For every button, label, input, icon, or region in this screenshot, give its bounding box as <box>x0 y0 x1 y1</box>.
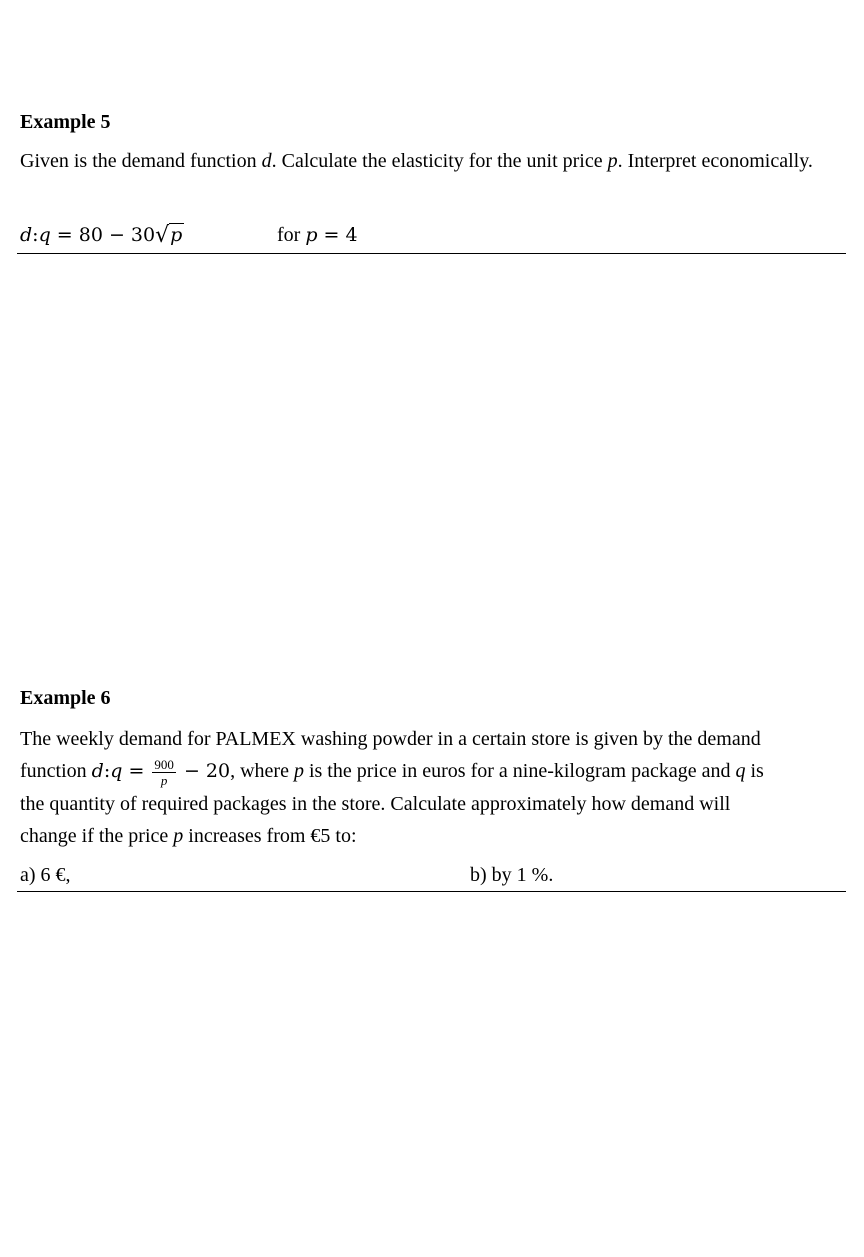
example-5-text-a: Given is the demand function <box>20 150 262 172</box>
condition-var: p <box>305 224 318 246</box>
formula-q: q <box>38 224 51 246</box>
fraction-numerator: 900 <box>154 756 174 772</box>
func-colon: : <box>103 760 111 782</box>
formula-rhs: = 80 − 30 <box>50 224 156 246</box>
example-6-line-2 <box>20 755 846 788</box>
sqrt-symbol: √p <box>155 223 183 248</box>
example-5-formula <box>20 222 184 247</box>
example-6-line-4 <box>20 820 846 852</box>
example-5-text-b: . Calculate the elasticity for the unit price <box>271 150 608 172</box>
formula-d: d <box>20 224 33 246</box>
fraction-denominator: p <box>160 772 168 788</box>
formula-radicand: p <box>170 224 183 246</box>
example-6-heading: Example 6 <box>20 687 111 709</box>
func-q: q <box>110 760 123 782</box>
after-func-b: is the price in euros for a nine-kilogram package and <box>303 760 736 782</box>
func-d: d <box>91 760 104 782</box>
example-6-divider <box>17 891 846 892</box>
example-5-formula-line <box>20 222 846 248</box>
var-q: q <box>735 760 746 782</box>
func-tail: − 20 <box>177 760 231 782</box>
fraction <box>152 757 176 788</box>
example-5-text <box>20 145 846 177</box>
example-5-text-c: . Interpret economically. <box>617 150 813 172</box>
example-6-line-3: the quantity of required packages in the store. Calculate approximately how demand will <box>20 792 731 815</box>
example-6-parts <box>20 864 846 890</box>
func-text: function <box>20 760 92 782</box>
line-4-p: p <box>173 824 184 847</box>
example-6-line-1: The weekly demand for PALMEX washing powder in a certain store is given by the demand <box>20 728 761 750</box>
part-a: a) 6 €, <box>20 864 71 886</box>
example-6-text <box>20 723 846 852</box>
after-func-c: is <box>745 760 764 782</box>
example-5-var-p: p <box>607 150 618 172</box>
example-5-divider <box>17 253 846 254</box>
after-func-a: , where <box>230 760 294 782</box>
line-4-a: change if the price <box>20 824 174 847</box>
condition-value: = 4 <box>317 224 358 246</box>
var-p: p <box>293 760 304 782</box>
example-5-var-d: d <box>261 150 272 172</box>
line-4-b: increases from €5 to: <box>183 824 357 847</box>
func-eq: = <box>122 760 151 782</box>
formula-colon: : <box>32 224 39 246</box>
example-5-condition <box>277 224 358 247</box>
condition-for: for <box>277 224 306 246</box>
part-b: b) by 1 %. <box>470 864 554 886</box>
example-5-heading: Example 5 <box>20 111 111 133</box>
